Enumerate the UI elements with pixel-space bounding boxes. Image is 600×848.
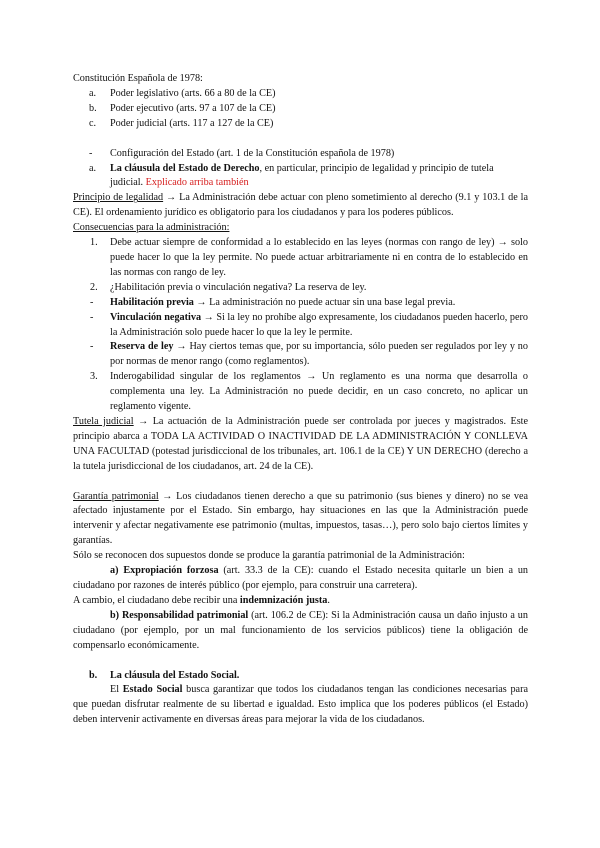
list-item [73,281,528,296]
spacer [73,475,528,490]
list-text: → La administración no puede actuar sin una base legal previa. [193,296,456,308]
list-item [73,162,528,192]
estado-social-paragraph [73,683,528,728]
tutela-label: Tutela judicial [73,415,134,427]
list-item [73,147,528,162]
list-text: Poder ejecutivo (arts. 97 a 107 de la CE) [110,102,276,114]
list-text: Poder legislativo (arts. 66 a 80 de la CE) [110,87,276,99]
term-bold: Reserva de ley [110,341,174,353]
list-marker: b. [89,102,97,114]
spacer [73,132,528,147]
list-marker: - [90,341,94,353]
consecuencias-list [73,236,528,415]
term-bold: a) Expropiación forzosa [110,565,219,577]
list-item [73,296,528,311]
tutela-paragraph [73,415,528,475]
list-text: ¿Habilitación previa o vinculación negativa? La reserva de ley. [110,281,367,293]
list-text: , en particular, principio de legalidad y principio de tutela judicial. [110,162,494,189]
term-bold: Habilitación previa [110,296,194,308]
list-item [73,370,528,415]
list-marker: 3. [90,371,98,383]
consecuencias-label: Consecuencias para la administración: [73,222,230,234]
list-marker: c. [89,117,97,129]
expropiacion-paragraph [73,564,528,594]
list-marker: a. [89,162,97,174]
principio-label: Principio de legalidad [73,192,164,204]
list-text: Configuración del Estado (art. 1 de la Constitución española de 1978) [110,147,395,159]
highlight-note: Explicado arriba también [143,177,249,189]
list-text: → Hay ciertos temas que, por su importancia, sólo pueden ser regulados por ley y no por normas de menor rango (como reglamentos). [110,341,528,368]
garantia-label: Garantía patrimonial [73,490,159,502]
list-item [73,669,528,684]
cambio-end: . [327,594,330,606]
list-item [73,236,528,281]
document-page [73,72,528,728]
document-title: Constitución Española de 1978: [73,73,203,84]
cambio-paragraph [73,594,528,609]
list-text: Poder judicial (arts. 117 a 127 de la CE) [110,117,274,129]
spacer [73,654,528,669]
powers-list [73,87,528,132]
estado-social-start: El [110,684,123,696]
list-item [73,311,528,341]
list-item [73,87,528,102]
list-marker: - [90,296,94,308]
term-bold: Vinculación negativa [110,311,202,323]
list-marker: 1. [90,237,98,249]
list-text: → Si la ley no prohíbe algo expresamente, los ciudadanos pueden hacerlo, pero la Administración solo puede hacer lo que la ley le permite. [110,311,528,338]
list-marker: b. [89,669,98,681]
term-bold: Estado Social [122,684,183,696]
garantia-paragraph [73,490,528,550]
list-marker: - [90,311,94,323]
list-marker: a. [89,87,97,99]
responsabilidad-paragraph [73,609,528,654]
list-marker: 2. [90,281,98,293]
tutela-text: → La actuación de la Administración puede ser controlada por jueces y magistrados. Este principio abarca a TODA LA ACTIVIDAD O INACTIVIDAD DE LA ADMINISTRACIÓN Y CONLLEVA UNA FACULTAD (potestad jurisdiccional de los tribunales, art. 106.1 de la CE) Y UN DERECHO (derecho a la tutela jurisdiccional de los ciudadanos, art. 24 de la CE). [73,415,529,472]
term-bold: b) Responsabilidad patrimonial [110,609,249,621]
responsabilidad-text: (art. 106.2 de CE): Si la Administración causa un daño injusto a un ciudadano (por ejemplo, por un mal funcionamiento de los servicios públicos) tiene la obligación de compensarlo económicamente. [73,609,528,651]
list-text: Inderogabilidad singular de los reglamentos → Un reglamento es una norma que desarrolla o complementa una ley. La Administración no puede decidir, en un caso concreto, no aplicar un reglamento vigente. [110,371,528,413]
garantia-text: → Los ciudadanos tienen derecho a que su patrimonio (sus bienes y dinero) no se vea afectado injustamente por el Estado. Sin embargo, hay situaciones en las que la Administración puede intervenir y afectar negativamente ese patrimonio (multas, impuestos, tasas…), pero solo bajo ciertos límites y garantías. [73,490,528,547]
social-list [73,669,528,684]
cambio-text: A cambio, el ciudadano debe recibir una [73,594,240,606]
list-item [73,340,528,370]
list-text: Debe actuar siempre de conformidad a lo establecido en las leyes (normas con rango de ley) → solo puede hacer lo que la ley permite. No puede actuar arbitrariamente ni en contra de lo establecido en las normas con rango de ley. [110,237,528,278]
config-list [73,147,528,192]
section-heading: La cláusula del Estado Social. [110,669,240,681]
term-bold: indemnización justa [239,594,328,606]
supuestos-paragraph: Sólo se reconocen dos supuestos donde se produce la garantía patrimonial de la Administración: [73,550,465,562]
list-marker: - [89,147,93,159]
list-item [73,102,528,117]
principio-paragraph [73,191,528,221]
estado-social-text: busca garantizar que todos los ciudadanos tengan las condiciones necesarias para que puedan disfrutar realmente de su libertad e igualdad. Esto implica que los poderes públicos (el Estado) deben intervenir activamente en diversas áreas para mejorar la vida de los ciudadanos. [73,684,528,726]
principio-text: → La Administración debe actuar con pleno sometimiento al derecho (9.1 y 103.1 de la CE). El ordenamiento jurídico es obligatorio para los ciudadanos y para los poderes públicos. [73,192,528,219]
section-heading: La cláusula del Estado de Derecho [110,162,260,174]
expropiacion-text: (art. 33.3 de la CE): cuando el Estado necesita quitarle un bien a un ciudadano por razones de interés público (por ejemplo, para construir una carretera). [73,565,529,591]
list-item [73,117,528,132]
consecuencias-heading [73,221,528,236]
